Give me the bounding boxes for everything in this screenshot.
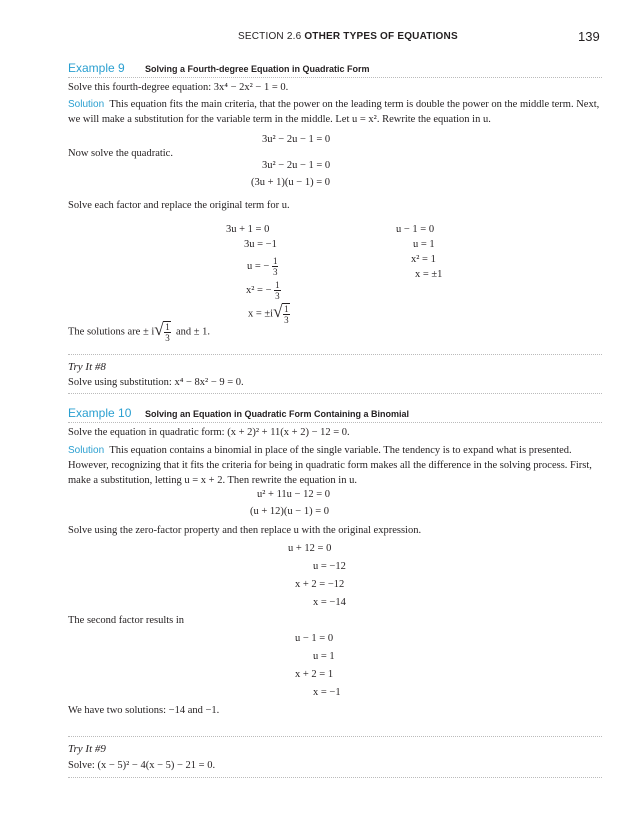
ex9-left-step-3: u = − $\frac{1}{3}$ bbox=[247, 256, 278, 277]
running-header bbox=[238, 31, 458, 42]
example-9-title: Solving a Fourth-degree Equation in Quadratic Form bbox=[145, 64, 370, 74]
ex9-left-step-4: x² = − $\frac{1}{3}$ bbox=[246, 280, 280, 301]
ex10-second-step-1: u − 1 = 0 bbox=[295, 633, 334, 644]
ex9-equation-2: 3u² − 2u − 1 = 0 bbox=[262, 160, 331, 171]
ex9-left-step-1: 3u + 1 = 0 bbox=[226, 224, 270, 235]
page-number: 139 bbox=[578, 29, 600, 44]
example-10-label: Example 10 bbox=[68, 406, 132, 420]
example-10-rule bbox=[68, 422, 602, 423]
ex9-now-solve: Now solve the quadratic. bbox=[68, 148, 173, 159]
fraction-one-third: $\frac{1}{3}$ bbox=[272, 256, 278, 277]
ex9-right-step-2: u = 1 bbox=[413, 239, 435, 250]
ex9-equation-1: 3u² − 2u − 1 = 0 bbox=[262, 134, 331, 145]
ex9-right-step-1: u − 1 = 0 bbox=[396, 224, 435, 235]
example-9-label: Example 9 bbox=[68, 61, 125, 75]
ex10-conclusion: We have two solutions: −14 and −1. bbox=[68, 705, 220, 716]
try-it-8-top-rule bbox=[68, 354, 602, 355]
solution-text: This equation fits the main criteria, that the power on the leading term is double the power on the middle term. Next, we will make a substitution for the variable term in the middle. Let u = x². Rewrite the equation in u. bbox=[68, 99, 600, 125]
ex10-solve-zero: Solve using the zero-factor property and then replace u with the original expression. bbox=[68, 525, 422, 536]
ex9-left-step-5: x = ±i √ $\frac{1}{3}$ bbox=[248, 302, 289, 325]
try-it-8-text: Solve using substitution: x⁴ − 8x² − 9 = 0. bbox=[68, 377, 244, 388]
try-it-9-label: Try It #9 bbox=[68, 743, 106, 755]
ex10-second-step-3: x + 2 = 1 bbox=[295, 669, 334, 680]
ex10-first-step-2: u = −12 bbox=[313, 561, 346, 572]
example-9-solution bbox=[68, 97, 602, 127]
section-prefix: SECTION 2.6 bbox=[238, 31, 302, 42]
ex10-equation-1: u² + 11u − 12 = 0 bbox=[257, 489, 331, 500]
solution-label: Solution bbox=[68, 99, 105, 110]
ex10-second-step-2: u = 1 bbox=[313, 651, 335, 662]
ex10-first-step-3: x + 2 = −12 bbox=[295, 579, 345, 590]
ex9-solve-each: Solve each factor and replace the original term for u. bbox=[68, 200, 290, 211]
try-it-9-text: Solve: (x − 5)² − 4(x − 5) − 21 = 0. bbox=[68, 760, 216, 771]
try-it-8-label: Try It #8 bbox=[68, 361, 106, 373]
example-10-title: Solving an Equation in Quadratic Form Containing a Binomial bbox=[145, 409, 410, 419]
ex9-right-step-4: x = ±1 bbox=[415, 269, 443, 280]
try-it-8-bottom-rule bbox=[68, 393, 602, 394]
example-9-rule bbox=[68, 77, 602, 78]
solution-label: Solution bbox=[68, 445, 105, 456]
ex10-second-step-4: x = −1 bbox=[313, 687, 341, 698]
fraction-one-third: $\frac{1}{3}$ bbox=[275, 280, 280, 301]
example-9-problem: Solve this fourth-degree equation: 3x⁴ − 2x² − 1 = 0. bbox=[68, 82, 289, 93]
ex10-equation-2: (u + 12)(u − 1) = 0 bbox=[250, 506, 330, 517]
sqrt-one-third: √ $\frac{1}{3}$ bbox=[273, 302, 289, 325]
ex10-first-step-1: u + 12 = 0 bbox=[288, 543, 332, 554]
example-10-problem: Solve the equation in quadratic form: (x + 2)² + 11(x + 2) − 12 = 0. bbox=[68, 427, 350, 438]
try-it-9-top-rule bbox=[68, 736, 602, 737]
example-10-solution bbox=[68, 443, 602, 488]
ex9-left-step-2: 3u = −1 bbox=[244, 239, 277, 250]
ex9-right-step-3: x² = 1 bbox=[411, 254, 436, 265]
ex10-second-factor: The second factor results in bbox=[68, 615, 185, 626]
try-it-9-bottom-rule bbox=[68, 777, 602, 778]
sqrt-one-third: √ $\frac{1}{3}$ bbox=[154, 320, 170, 343]
solution-text: This equation contains a binomial in place of the single variable. The tendency is to expand what is presented. However, recognizing that it fits the criteria for being in quadratic form makes all the difference in the solving process. First, make a substitution, letting u = x + 2. Then rewrite the equation in u. bbox=[68, 445, 592, 486]
section-title: OTHER TYPES OF EQUATIONS bbox=[304, 31, 458, 42]
ex10-first-step-4: x = −14 bbox=[313, 597, 346, 608]
ex9-conclusion: The solutions are ± i √ $\frac{1}{3}$ and ± 1. bbox=[68, 320, 211, 343]
ex9-equation-3: (3u + 1)(u − 1) = 0 bbox=[251, 177, 331, 188]
